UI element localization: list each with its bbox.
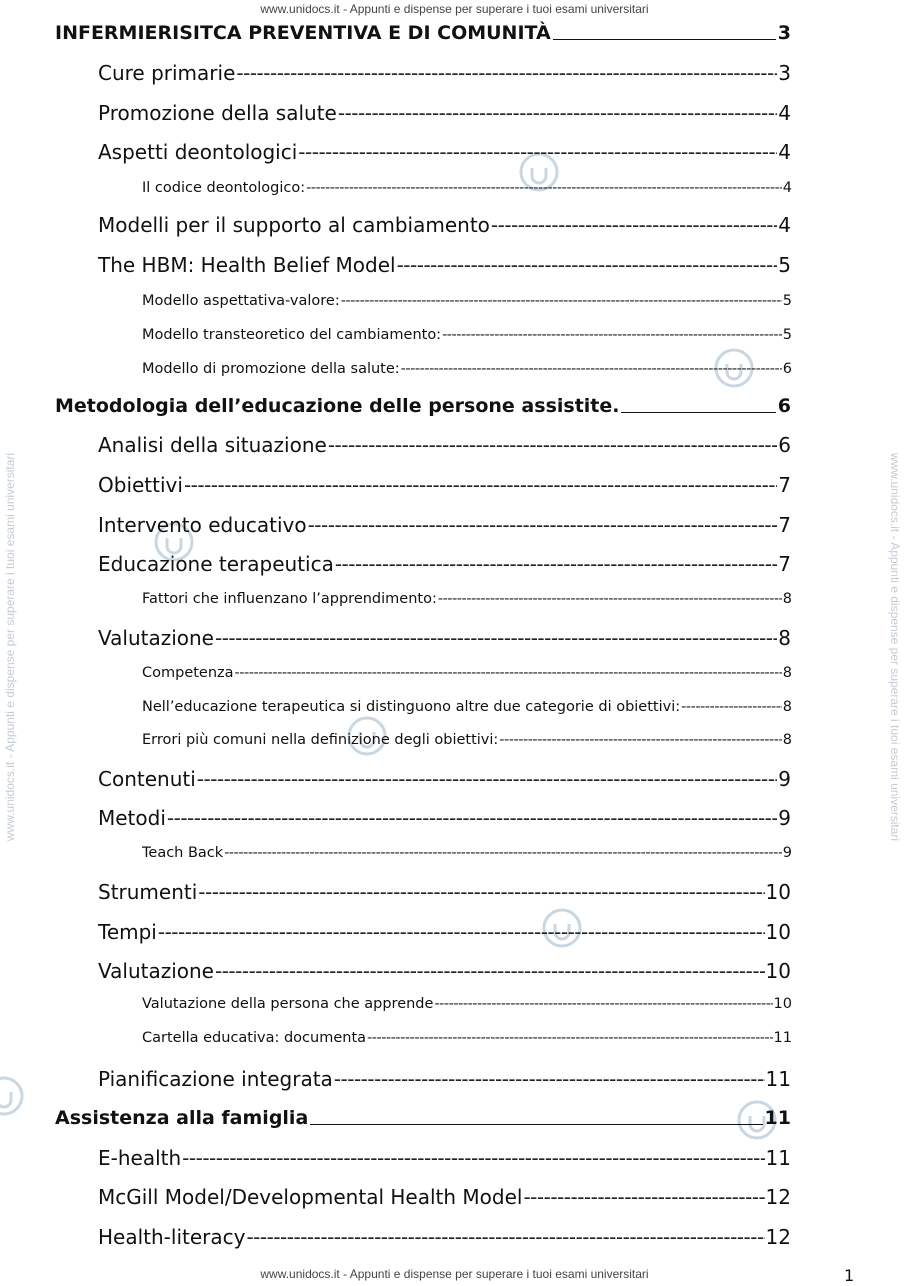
toc-entry[interactable] (98, 1185, 791, 1209)
toc-dot-leader (224, 845, 782, 861)
toc-entry-title: Cure primarie (98, 61, 236, 85)
toc-dot-leader (182, 1146, 764, 1170)
toc-dot-leader (434, 996, 772, 1012)
toc-dot-leader (523, 1185, 764, 1209)
toc-entry-title: Promozione della salute (98, 101, 337, 125)
toc-entry[interactable] (98, 473, 791, 497)
header-banner: www.unidocs.it - Appunti e dispense per superare i tuoi esami universitari (260, 2, 649, 16)
toc-entry-page: 4 (778, 101, 791, 125)
toc-entry[interactable] (142, 845, 792, 861)
toc-entry-page: 11 (765, 1146, 791, 1170)
toc-entry[interactable] (142, 327, 792, 343)
toc-entry-page: 4 (778, 213, 791, 237)
toc-section-heading[interactable] (55, 22, 791, 44)
toc-entry-title: Teach Back (142, 845, 224, 861)
toc-entry-title: Metodi (98, 806, 166, 830)
toc-dot-leader (341, 293, 782, 309)
toc-entry-page: 12 (765, 1225, 791, 1249)
toc-entry[interactable] (98, 213, 791, 237)
toc-entry-page: 10 (765, 959, 791, 983)
toc-entry-title: Educazione terapeutica (98, 552, 334, 576)
toc-entry-page: 7 (778, 513, 791, 537)
toc-dot-leader (236, 61, 777, 85)
toc-entry-page: 6 (778, 433, 791, 457)
toc-entry-title: Modelli per il supporto al cambiamento (98, 213, 490, 237)
toc-entry-page: 10 (765, 920, 791, 944)
toc-entry-page: 12 (765, 1185, 791, 1209)
toc-dot-leader (367, 1030, 773, 1046)
toc-dot-leader (338, 101, 777, 125)
toc-entry[interactable] (142, 699, 792, 715)
toc-entry-page: 3 (777, 22, 791, 44)
toc-dot-leader (681, 699, 782, 715)
toc-section-heading[interactable] (55, 395, 791, 417)
toc-entry-page: 10 (773, 996, 792, 1012)
toc-entry-page: 8 (778, 626, 791, 650)
toc-entry[interactable] (98, 101, 791, 125)
toc-entry-title: Errori più comuni nella definizione degli obiettivi: (142, 732, 499, 748)
toc-entry-title: Valutazione della persona che apprende (142, 996, 434, 1012)
toc-entry-page: 11 (773, 1030, 792, 1046)
toc-entry-page: 11 (765, 1067, 791, 1091)
toc-dot-leader (197, 767, 777, 791)
toc-entry-title: Analisi della situazione (98, 433, 327, 457)
toc-entry-page: 8 (782, 732, 792, 748)
toc-dot-leader (401, 361, 782, 377)
toc-dot-leader (328, 433, 777, 457)
toc-entry-title: Modello di promozione della salute: (142, 361, 400, 377)
toc-entry[interactable] (98, 552, 791, 576)
toc-entry-page: 11 (764, 1107, 791, 1129)
toc-entry-page: 4 (782, 180, 792, 196)
toc-entry-title: Modello transteoretico del cambiamento: (142, 327, 442, 343)
toc-entry-page: 7 (778, 473, 791, 497)
toc-dot-leader (198, 880, 764, 904)
toc-entry-page: 10 (765, 880, 791, 904)
toc-entry-title: Health-literacy (98, 1225, 246, 1249)
toc-entry[interactable] (142, 361, 792, 377)
toc-dot-leader (308, 513, 778, 537)
toc-entry-title: Aspetti deontologici (98, 140, 298, 164)
toc-entry[interactable] (98, 1067, 791, 1091)
toc-entry-page: 6 (777, 395, 791, 417)
toc-entry-title: Strumenti (98, 880, 198, 904)
toc-entry-title: Pianificazione integrata (98, 1067, 333, 1091)
toc-entry-page: 5 (782, 293, 792, 309)
toc-entry-title: Obiettivi (98, 473, 183, 497)
toc-entry-title: Modello aspettativa-valore: (142, 293, 340, 309)
toc-entry-title: Cartella educativa: documenta (142, 1030, 367, 1046)
toc-entry[interactable] (98, 959, 791, 983)
toc-entry-title: Nell’educazione terapeutica si distinguono altre due categorie di obiettivi: (142, 699, 681, 715)
toc-dot-leader (553, 38, 776, 40)
toc-entry-page: 8 (782, 591, 792, 607)
toc-entry-title: The HBM: Health Belief Model (98, 253, 396, 277)
toc-entry[interactable] (142, 996, 792, 1012)
toc-dot-leader (215, 959, 765, 983)
toc-dot-leader (235, 665, 782, 681)
toc-entry-page: 9 (778, 767, 791, 791)
toc-dot-leader (397, 253, 778, 277)
toc-entry-page: 8 (782, 665, 792, 681)
toc-dot-leader (215, 626, 777, 650)
toc-entry-title: Tempi (98, 920, 157, 944)
toc-entry-page: 7 (778, 552, 791, 576)
toc-dot-leader (167, 806, 777, 830)
toc-dot-leader (335, 552, 777, 576)
toc-entry[interactable] (142, 1030, 792, 1046)
toc-dot-leader (334, 1067, 765, 1091)
toc-entry[interactable] (98, 880, 791, 904)
toc-entry-page: 9 (778, 806, 791, 830)
side-watermark-right: www.unidocs.it - Appunti e dispense per superare i tuoi esami universitari (888, 452, 902, 842)
toc-entry-title: Metodologia dell’educazione delle persone assistite. (55, 395, 620, 417)
toc-entry[interactable] (98, 253, 791, 277)
toc-dot-leader (298, 140, 777, 164)
toc-dot-leader (442, 327, 782, 343)
toc-entry[interactable] (142, 732, 792, 748)
toc-entry-title: McGill Model/Developmental Health Model (98, 1185, 523, 1209)
toc-entry[interactable] (142, 293, 792, 309)
toc-dot-leader (246, 1225, 764, 1249)
toc-entry-page: 5 (778, 253, 791, 277)
toc-entry[interactable] (98, 1146, 791, 1170)
toc-dot-leader (621, 411, 775, 413)
side-watermark-left: www.unidocs.it - Appunti e dispense per superare i tuoi esami universitari (3, 452, 17, 842)
toc-dot-leader (438, 591, 782, 607)
toc-entry[interactable] (98, 920, 791, 944)
toc-dot-leader (306, 180, 782, 196)
toc-entry[interactable] (98, 806, 791, 830)
toc-entry-title: Intervento educativo (98, 513, 307, 537)
page-number: 1 (844, 1266, 855, 1285)
toc-entry[interactable] (98, 433, 791, 457)
toc-entry[interactable] (98, 767, 791, 791)
toc-entry-page: 6 (782, 361, 792, 377)
toc-entry-title: Contenuti (98, 767, 196, 791)
toc-entry[interactable] (142, 180, 792, 196)
toc-entry-page: 5 (782, 327, 792, 343)
toc-entry-title: Il codice deontologico: (142, 180, 306, 196)
toc-dot-leader (158, 920, 765, 944)
toc-entry-page: 3 (778, 61, 791, 85)
toc-entry-title: Competenza (142, 665, 234, 681)
toc-dot-leader (310, 1123, 762, 1125)
toc-entry-title: INFERMIERISITCA PREVENTIVA E DI COMUNITÀ (55, 22, 551, 44)
toc-entry-title: Assistenza alla famiglia (55, 1107, 309, 1129)
toc-entry-title: Valutazione (98, 626, 214, 650)
toc-entry[interactable] (98, 513, 791, 537)
toc-entry-page: 8 (782, 699, 792, 715)
toc-entry-page: 4 (778, 140, 791, 164)
toc-dot-leader (499, 732, 781, 748)
toc-entry[interactable] (98, 61, 791, 85)
toc-dot-leader (491, 213, 777, 237)
toc-entry[interactable] (142, 665, 792, 681)
toc-entry[interactable] (98, 1225, 791, 1249)
toc-entry-page: 9 (782, 845, 792, 861)
toc-entry[interactable] (98, 626, 791, 650)
toc-entry-title: Fattori che influenzano l’apprendimento: (142, 591, 437, 607)
toc-dot-leader (184, 473, 777, 497)
toc-entry[interactable] (98, 140, 791, 164)
toc-entry-title: Valutazione (98, 959, 214, 983)
toc-section-heading[interactable] (55, 1107, 791, 1129)
toc-entry[interactable] (142, 591, 792, 607)
toc-entry-title: E-health (98, 1146, 182, 1170)
footer-banner: www.unidocs.it - Appunti e dispense per superare i tuoi esami universitari (260, 1267, 649, 1281)
